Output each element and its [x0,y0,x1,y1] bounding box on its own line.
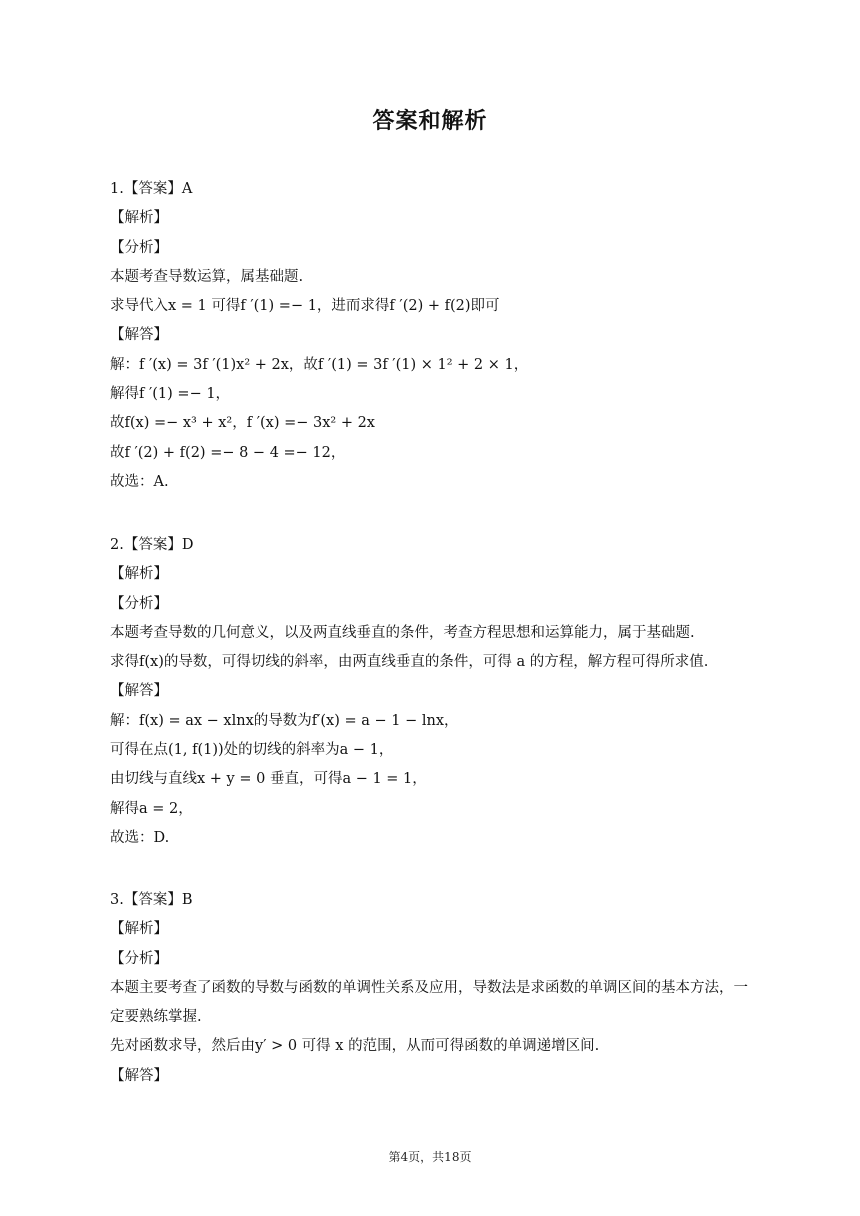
jieda-heading: 【解答】 [110,683,168,700]
analysis-line: 本题考查导数的几何意义，以及两直线垂直的条件，考查方程思想和运算能力，属于基础题. [110,624,695,641]
jieda-heading: 【解答】 [110,1067,168,1084]
analysis-line: 求导代入x = 1 可得f ′(1) =− 1，进而求得f ′(2) + f(2)即可 [110,298,500,315]
jiexi-heading: 【解析】 [110,566,168,583]
analysis-line: 先对函数求导，然后由y′ > 0 可得 x 的范围，从而可得函数的单调递增区间. [110,1038,600,1055]
solution-step: 故f(x) =− x³ + x²，f ′(x) =− 3x² + 2x [110,415,375,432]
question-1 [110,175,760,497]
question-3 [110,886,760,1091]
solution-step: 解得f ′(1) =− 1， [110,386,231,403]
question-2 [110,531,760,853]
solution-step: 故选：D. [110,829,170,846]
fenxi-heading: 【分析】 [110,950,168,967]
page-footer: 第4页，共18页 [388,1150,472,1164]
solution-step: 解得a = 2， [110,800,193,817]
solution-step: 解：f ′(x) = 3f ′(1)x² + 2x，故f ′(1) = 3f ′(1) × 1² + 2 × 1， [110,356,529,373]
answer-line: 3.【答案】B [110,892,193,908]
fenxi-heading: 【分析】 [110,239,168,256]
answer-line: 2.【答案】D [110,537,194,553]
answer-line: 1.【答案】A [110,181,193,197]
solution-step: 可得在点(1, f(1))处的切线的斜率为a − 1， [110,742,394,759]
solution-step: 故f ′(2) + f(2) =− 8 − 4 =− 12， [110,444,346,461]
jieda-heading: 【解答】 [110,327,168,344]
page-title: 答案和解析 [372,109,488,134]
analysis-line: 求得f(x)的导数，可得切线的斜率，由两直线垂直的条件，可得 a 的方程，解方程可得所求值. [110,654,709,671]
solution-step: 解：f(x) = ax − xlnx的导数为f′(x) = a − 1 − lnx， [110,712,459,729]
solution-step: 故选：A. [110,473,169,490]
jiexi-heading: 【解析】 [110,210,168,227]
analysis-line: 本题主要考查了函数的导数与函数的单调性关系及应用，导数法是求函数的单调区间的基本方法，一定要熟练掌握. [110,979,748,1026]
analysis-line: 本题考查导数运算，属基础题. [110,268,304,285]
fenxi-heading: 【分析】 [110,595,168,612]
solution-step: 由切线与直线x + y = 0 垂直，可得a − 1 = 1， [110,771,427,788]
jiexi-heading: 【解析】 [110,921,168,938]
